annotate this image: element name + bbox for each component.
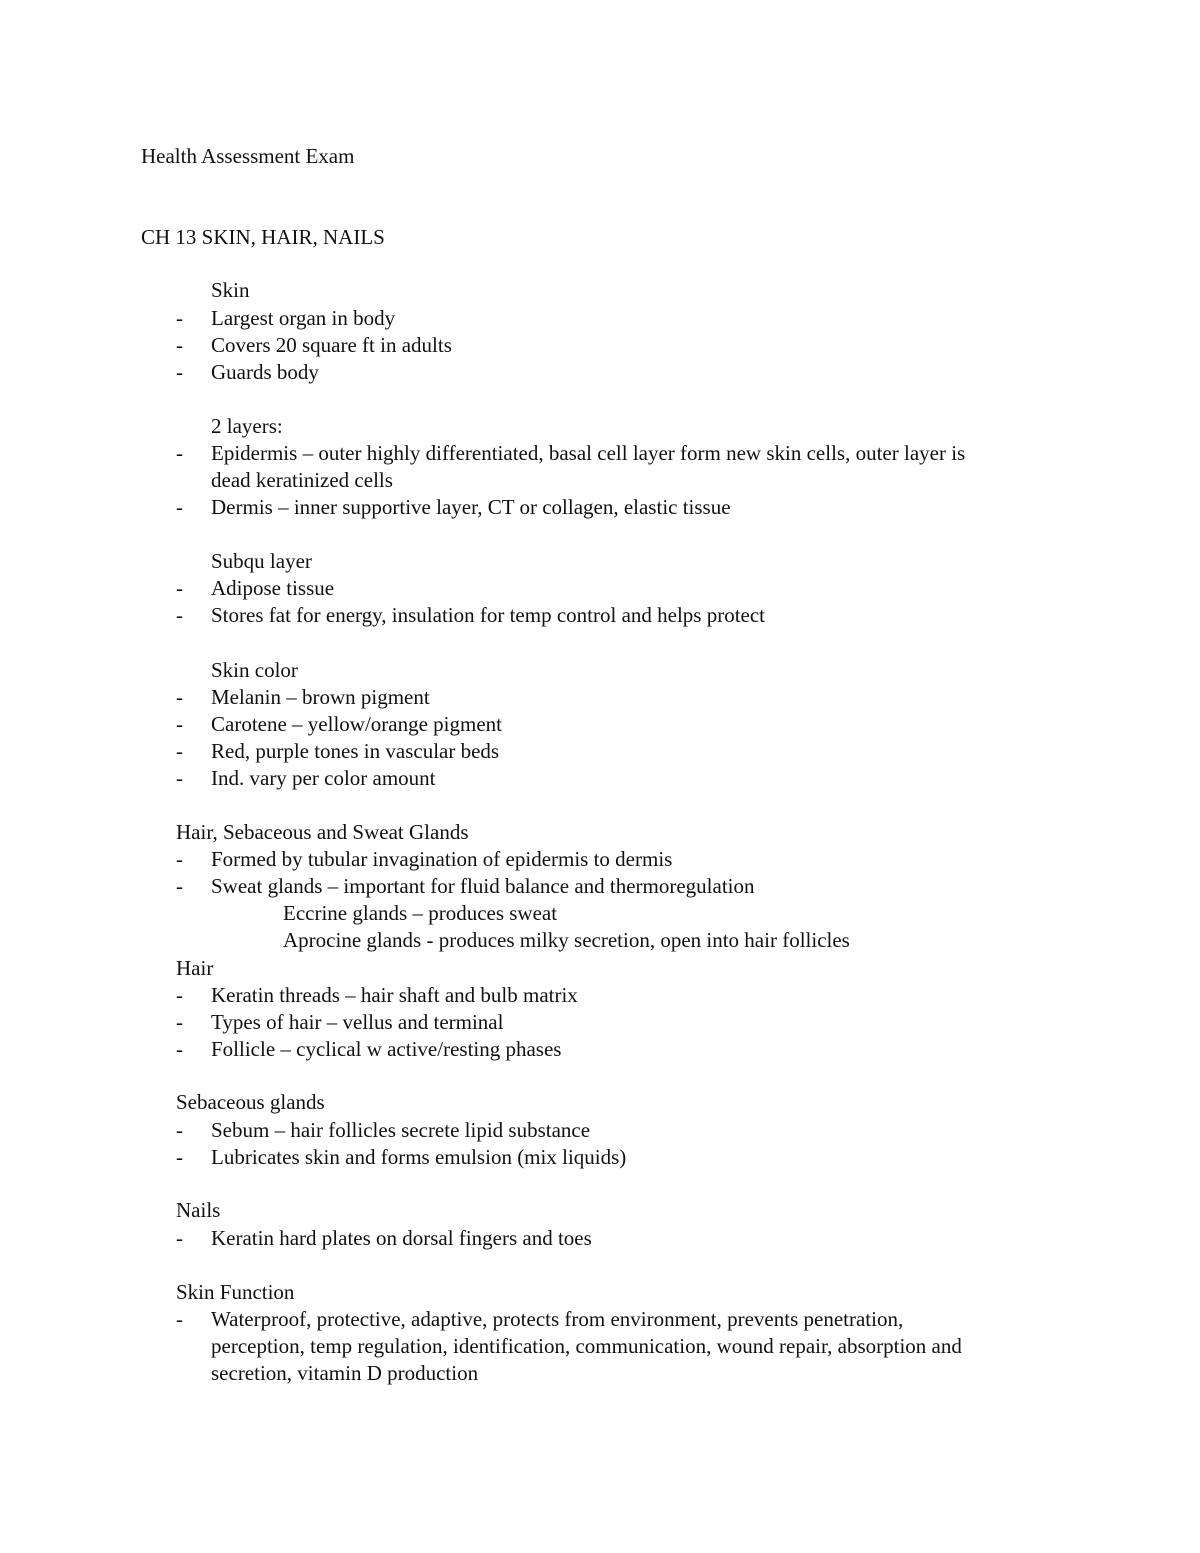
list-item: Adipose tissue [211, 576, 335, 600]
bullet-dash: - [176, 1118, 183, 1142]
list-item: Formed by tubular invagination of epidermis to dermis [211, 847, 673, 871]
list-item: Keratin threads – hair shaft and bulb matrix [211, 983, 578, 1007]
section-heading-subqu: Subqu layer [211, 549, 312, 573]
section-heading-skin-color: Skin color [211, 658, 298, 682]
list-item: Sweat glands – important for fluid balance and thermoregulation [211, 874, 755, 898]
bullet-dash: - [176, 1037, 183, 1061]
list-item-skin-function-cont: secretion, vitamin D production [211, 1361, 479, 1385]
list-item: Sebum – hair follicles secrete lipid substance [211, 1118, 591, 1142]
list-item-dermis: Dermis – inner supportive layer, CT or collagen, elastic tissue [211, 495, 731, 519]
list-item: Ind. vary per color amount [211, 766, 436, 790]
bullet-dash: - [176, 983, 183, 1007]
bullet-dash: - [176, 576, 183, 600]
bullet-dash: - [176, 847, 183, 871]
section-heading-nails: Nails [176, 1198, 221, 1222]
list-item-skin-function-cont: perception, temp regulation, identification, communication, wound repair, absorption and [211, 1334, 962, 1358]
list-item: Covers 20 square ft in adults [211, 333, 452, 357]
bullet-dash: - [176, 306, 183, 330]
section-heading-sebaceous: Sebaceous glands [176, 1090, 325, 1114]
bullet-dash: - [176, 712, 183, 736]
bullet-dash: - [176, 685, 183, 709]
bullet-dash: - [176, 1307, 183, 1331]
section-heading-hair: Hair [176, 956, 214, 980]
bullet-dash: - [176, 495, 183, 519]
bullet-dash: - [176, 1226, 183, 1250]
bullet-dash: - [176, 441, 183, 465]
list-item: Types of hair – vellus and terminal [211, 1010, 504, 1034]
chapter-heading: CH 13 SKIN, HAIR, NAILS [141, 225, 385, 249]
list-item: Largest organ in body [211, 306, 396, 330]
section-heading-skin-function: Skin Function [176, 1280, 295, 1304]
list-item: Keratin hard plates on dorsal fingers and toes [211, 1226, 592, 1250]
bullet-dash: - [176, 874, 183, 898]
list-item: Follicle – cyclical w active/resting phases [211, 1037, 562, 1061]
section-heading-hair-glands: Hair, Sebaceous and Sweat Glands [176, 820, 469, 844]
list-item-skin-function: Waterproof, protective, adaptive, protects from environment, prevents penetration, [211, 1307, 904, 1331]
list-item-epidermis: Epidermis – outer highly differentiated, basal cell layer form new skin cells, outer layer is [211, 441, 966, 465]
sub-item-aprocine: Aprocine glands - produces milky secretion, open into hair follicles [283, 928, 850, 952]
list-item: Lubricates skin and forms emulsion (mix liquids) [211, 1145, 627, 1169]
list-item: Carotene – yellow/orange pigment [211, 712, 502, 736]
list-item-epidermis-cont: dead keratinized cells [211, 468, 393, 492]
bullet-dash: - [176, 766, 183, 790]
bullet-dash: - [176, 333, 183, 357]
list-item: Stores fat for energy, insulation for temp control and helps protect [211, 603, 766, 627]
bullet-dash: - [176, 739, 183, 763]
bullet-dash: - [176, 603, 183, 627]
list-item: Melanin – brown pigment [211, 685, 430, 709]
sub-item-eccrine: Eccrine glands – produces sweat [283, 901, 558, 925]
bullet-dash: - [176, 1010, 183, 1034]
section-heading-skin: Skin [211, 278, 250, 302]
list-item: Guards body [211, 360, 319, 384]
document-title: Health Assessment Exam [141, 144, 355, 168]
bullet-dash: - [176, 360, 183, 384]
list-item: Red, purple tones in vascular beds [211, 739, 500, 763]
bullet-dash: - [176, 1145, 183, 1169]
section-heading-layers: 2 layers: [211, 414, 283, 438]
